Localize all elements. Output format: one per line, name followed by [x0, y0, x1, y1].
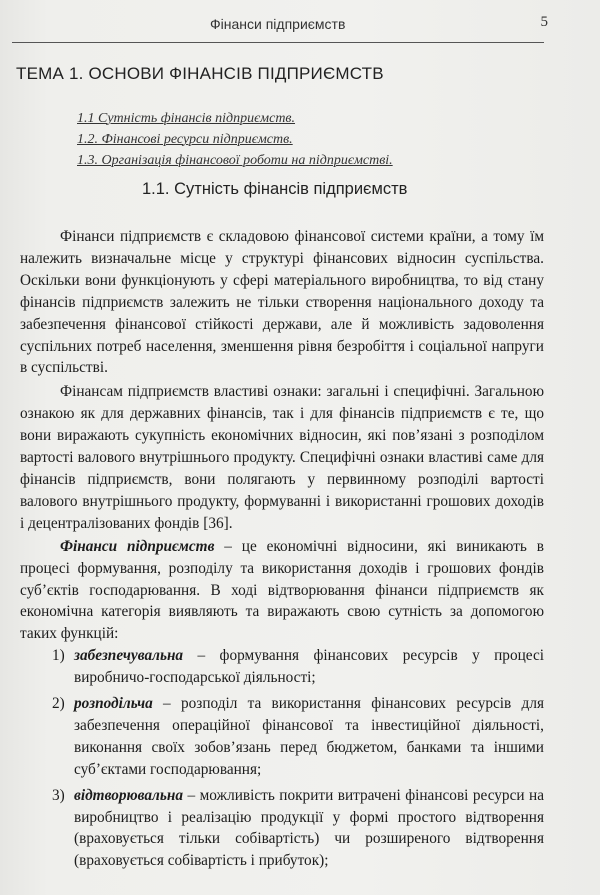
- definition-text: – це економічні відносини, які виникають в процесі формування, розподілу та використання доходів і грошових фондів суб’єктів господарювання. В ході відтворювання фінанси підприємств як економічна категорія виявляють та виражають свою сутність за допомогою таких функцій:: [20, 537, 544, 643]
- running-header: [12, 14, 548, 43]
- topic-outline: [77, 108, 393, 171]
- functions-list: [20, 645, 544, 872]
- paragraph: Фінансам підприємств властиві ознаки: загальні і специфічні. Загальною ознакою як для державних фінансів, так і для фінансів підприємств є те, що вони виражають сукупність економічних відносин, які пов’язані з розподілом вартості валового внутрішнього продукту. Специфічні ознаки властиві саме для фінансів підприємств, вони полягають у первинному розподілі вартості валового внутрішнього продукту, формуванні і використанні грошових доходів і децентралізованих фондів [36].: [20, 383, 544, 532]
- function-text: – розподіл та використання фінансових ресурсів для забезпечення операційної фінансової та інвестиційної діяльності, виконання своїх зобов’язань перед бюджетом, банками та іншими суб’єктами господарювання;: [74, 695, 544, 778]
- list-number: 2): [52, 695, 65, 713]
- header-title: Фінанси підприємств: [210, 16, 346, 32]
- section-title: 1.1. Сутність фінансів підприємств: [142, 180, 408, 198]
- function-term: відтворювальна: [74, 786, 184, 804]
- list-number: 3): [52, 786, 65, 804]
- defined-term: Фінанси підприємств: [60, 537, 215, 555]
- list-item: [20, 645, 544, 689]
- page-number: 5: [540, 14, 548, 30]
- outline-item: 1.2. Фінансові ресурси підприємств.: [77, 132, 293, 147]
- function-text: – формування фінансових ресурсів у процесі виробничо-господарської діяльності;: [74, 647, 544, 687]
- function-text: – можливість покрити витрачені фінансові ресурси на виробництво і реалізацію продукції у формі простого відтворення (враховується тільки собівартість) чи розширеного відтворення (враховується собівартість і прибуток);: [74, 786, 544, 870]
- list-item: [20, 693, 544, 781]
- outline-item: 1.3. Організація фінансової роботи на підприємстві.: [77, 153, 393, 168]
- definition-paragraph: [20, 536, 544, 646]
- paragraph: Фінанси підприємств є складовою фінансової системи країни, а тому їм належить визначальне місце у структурі фінансових відносин суспільства. Оскільки вони функціонують у сфері матеріального виробництва, то від стану фінансів підприємств залежить не тільки створення національного доходу та забезпечення фінансової стійкості держави, але й можливість задоволення суспільних потреб населення, зменшення рівня безробіття і соціальної напруги в суспільстві.: [20, 228, 544, 377]
- list-number: 1): [52, 647, 65, 665]
- theme-title: ТЕМА 1. ОСНОВИ ФІНАНСІВ ПІДПРИЄМСТВ: [16, 64, 384, 83]
- outline-item: 1.1 Сутність фінансів підприємств.: [77, 111, 296, 126]
- function-term: розподільча: [74, 695, 153, 713]
- list-item: [20, 785, 544, 873]
- function-term: забезпечувальна: [74, 647, 184, 665]
- body-text: [20, 226, 544, 872]
